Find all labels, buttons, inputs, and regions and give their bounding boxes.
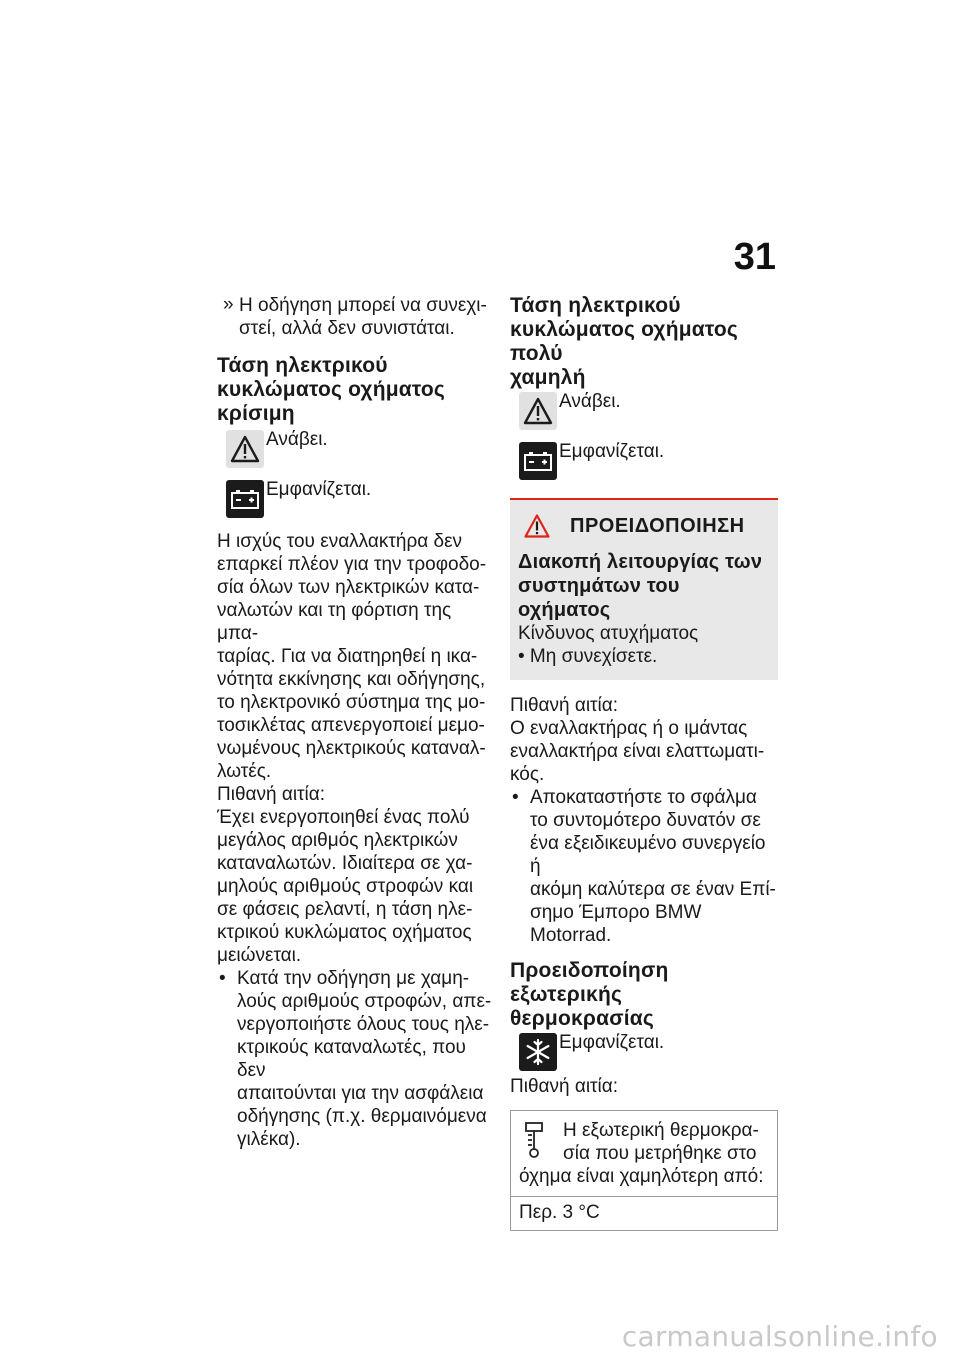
body-line: Η ισχύς του εναλλακτήρα δεν <box>217 531 463 552</box>
cause-label: Πιθανή αιτία: <box>217 784 326 805</box>
cause-line: μηλούς αριθμούς στροφών και <box>217 876 474 897</box>
cause-label: Πιθανή αιτία: <box>510 695 619 716</box>
bullet-line: γιλέκα). <box>237 1129 301 1150</box>
warning-risk: Κίνδυνος ατυχήματος <box>518 623 699 644</box>
warning-subtitle: Διακοπή λειτουργίας των <box>518 551 763 573</box>
right-column <box>510 294 778 1231</box>
bullet-line: νεργοποιήστε όλους τους ηλε- <box>237 1014 490 1035</box>
info-table-value-row <box>511 1197 777 1230</box>
thermometer-icon <box>523 1121 545 1159</box>
bullet-dot-icon: • <box>512 787 519 808</box>
indicator-label: Ανάβει. <box>559 391 621 412</box>
snowflake-icon <box>519 1033 557 1071</box>
info-table <box>510 1110 778 1231</box>
body-line: σία όλων των ηλεκτρικών κατα- <box>217 577 480 598</box>
warning-triangle-icon <box>226 430 264 468</box>
section-heading: Προειδοποίηση εξωτερικής <box>510 959 669 1006</box>
page-number: 31 <box>733 236 776 278</box>
cause-label: Πιθανή αιτία: <box>510 1076 619 1097</box>
body-line: ταρίας. Για να διατηρηθεί η ικα- <box>217 646 478 667</box>
warning-subtitle: συστημάτων του οχήματος <box>518 575 680 621</box>
bullet-line: κτρικούς καταναλωτές, που δεν <box>237 1037 466 1081</box>
bullet-line: ένα εξειδικευμένο συνεργείο ή <box>530 833 766 877</box>
body-line: επαρκεί πλέον για την τροφοδο- <box>217 554 487 575</box>
indicator-row <box>519 442 778 482</box>
warning-action: • Μη συνεχίσετε. <box>518 646 658 667</box>
watermark: carmanualsonline.info <box>621 1320 938 1353</box>
warning-header <box>518 514 770 538</box>
cause-line: Ο εναλλακτήρας ή ο ιμάντας <box>510 718 748 739</box>
body-line: ναλωτών και τη φόρτιση της μπα- <box>217 600 452 644</box>
left-column <box>217 294 493 1151</box>
bullet-line: λούς αριθμούς στροφών, απε- <box>237 991 492 1012</box>
cause-line: μειώνεται. <box>217 945 302 966</box>
bullet-line: απαιτούνται για την ασφάλεια <box>237 1083 484 1104</box>
info-text-line: όχημα είναι χαμηλότερη από: <box>519 1166 764 1187</box>
warning-triangle-icon <box>519 392 557 430</box>
action-bullet <box>510 786 778 947</box>
bullet-line: ακόμη καλύτερα σε έναν Επί- <box>530 879 776 900</box>
bullet-line: το συντομότερο δυνατόν σε <box>530 810 761 831</box>
body-line: λωτές. <box>217 761 272 782</box>
info-text-line: σία που μετρήθηκε στο <box>563 1143 757 1164</box>
indicator-row <box>519 1033 778 1073</box>
chevron-icon: » <box>223 294 234 315</box>
body-line: το ηλεκτρονικό σύστημα της μο- <box>217 692 486 713</box>
indicator-label: Εμφανίζεται. <box>559 441 665 462</box>
indicator-label: Ανάβει. <box>266 429 328 450</box>
temperature-value: Περ. 3 °C <box>519 1202 600 1223</box>
note-line: Η οδήγηση μπορεί να συνεχι- <box>239 295 487 316</box>
cause-line: κτρικού κυκλώματος οχήματος <box>217 922 472 943</box>
bullet-line: σημο Έμπορο BMW Motorrad. <box>530 902 702 946</box>
section-heading: χαμηλή <box>510 366 586 389</box>
section-heading: Τάση ηλεκτρικού <box>510 294 681 317</box>
bullet-dot-icon: • <box>219 968 226 989</box>
cause-line: κός. <box>510 764 545 785</box>
warning-title: ΠΡΟΕΙΔΟΠΟΙΗΣΗ <box>570 514 745 537</box>
cause-line: σε φάσεις ρελαντί, η τάση ηλε- <box>217 899 473 920</box>
indicator-row <box>519 392 778 432</box>
section-heading: κυκλώματος οχήματος πολύ <box>510 318 739 365</box>
body-line: νωμένους ηλεκτρικούς καταναλ- <box>217 738 486 759</box>
cause-line: καταναλωτών. Ιδιαίτερα σε χα- <box>217 853 473 874</box>
cause-line: μεγάλος αριθμός ηλεκτρικών <box>217 830 458 851</box>
body-line: νότητα εκκίνησης και οδήγησης, <box>217 669 486 690</box>
action-bullet <box>217 967 493 1151</box>
note-line: στεί, αλλά δεν συνιστάται. <box>239 318 455 339</box>
battery-icon <box>519 442 557 480</box>
cause-line: Έχει ενεργοποιηθεί ένας πολύ <box>217 807 470 828</box>
section-heading: θερμοκρασίας <box>510 1007 655 1030</box>
bullet-line: Αποκαταστήστε το σφάλμα <box>530 787 757 808</box>
info-text-line: Η εξωτερική θερμοκρα- <box>563 1120 759 1141</box>
battery-icon <box>226 480 264 518</box>
bullet-line: οδήγησης (π.χ. θερμαινόμενα <box>237 1106 487 1127</box>
warning-box <box>510 498 778 680</box>
continue-note <box>217 294 493 340</box>
warning-triangle-icon <box>524 514 550 538</box>
info-table-row <box>511 1111 777 1197</box>
body-line: τοσικλέτας απενεργοποιεί μεμο- <box>217 715 485 736</box>
section-heading: κρίσιμη <box>217 402 295 425</box>
indicator-label: Εμφανίζεται. <box>266 479 372 500</box>
cause-line: εναλλακτήρα είναι ελαττωματι- <box>510 741 765 762</box>
indicator-label: Εμφανίζεται. <box>559 1032 665 1053</box>
section-heading: κυκλώματος οχήματος <box>217 378 446 401</box>
bullet-line: Κατά την οδήγηση με χαμη- <box>237 968 470 989</box>
indicator-row <box>226 430 493 470</box>
section-heading: Τάση ηλεκτρικού <box>217 354 388 377</box>
indicator-row <box>226 480 493 520</box>
